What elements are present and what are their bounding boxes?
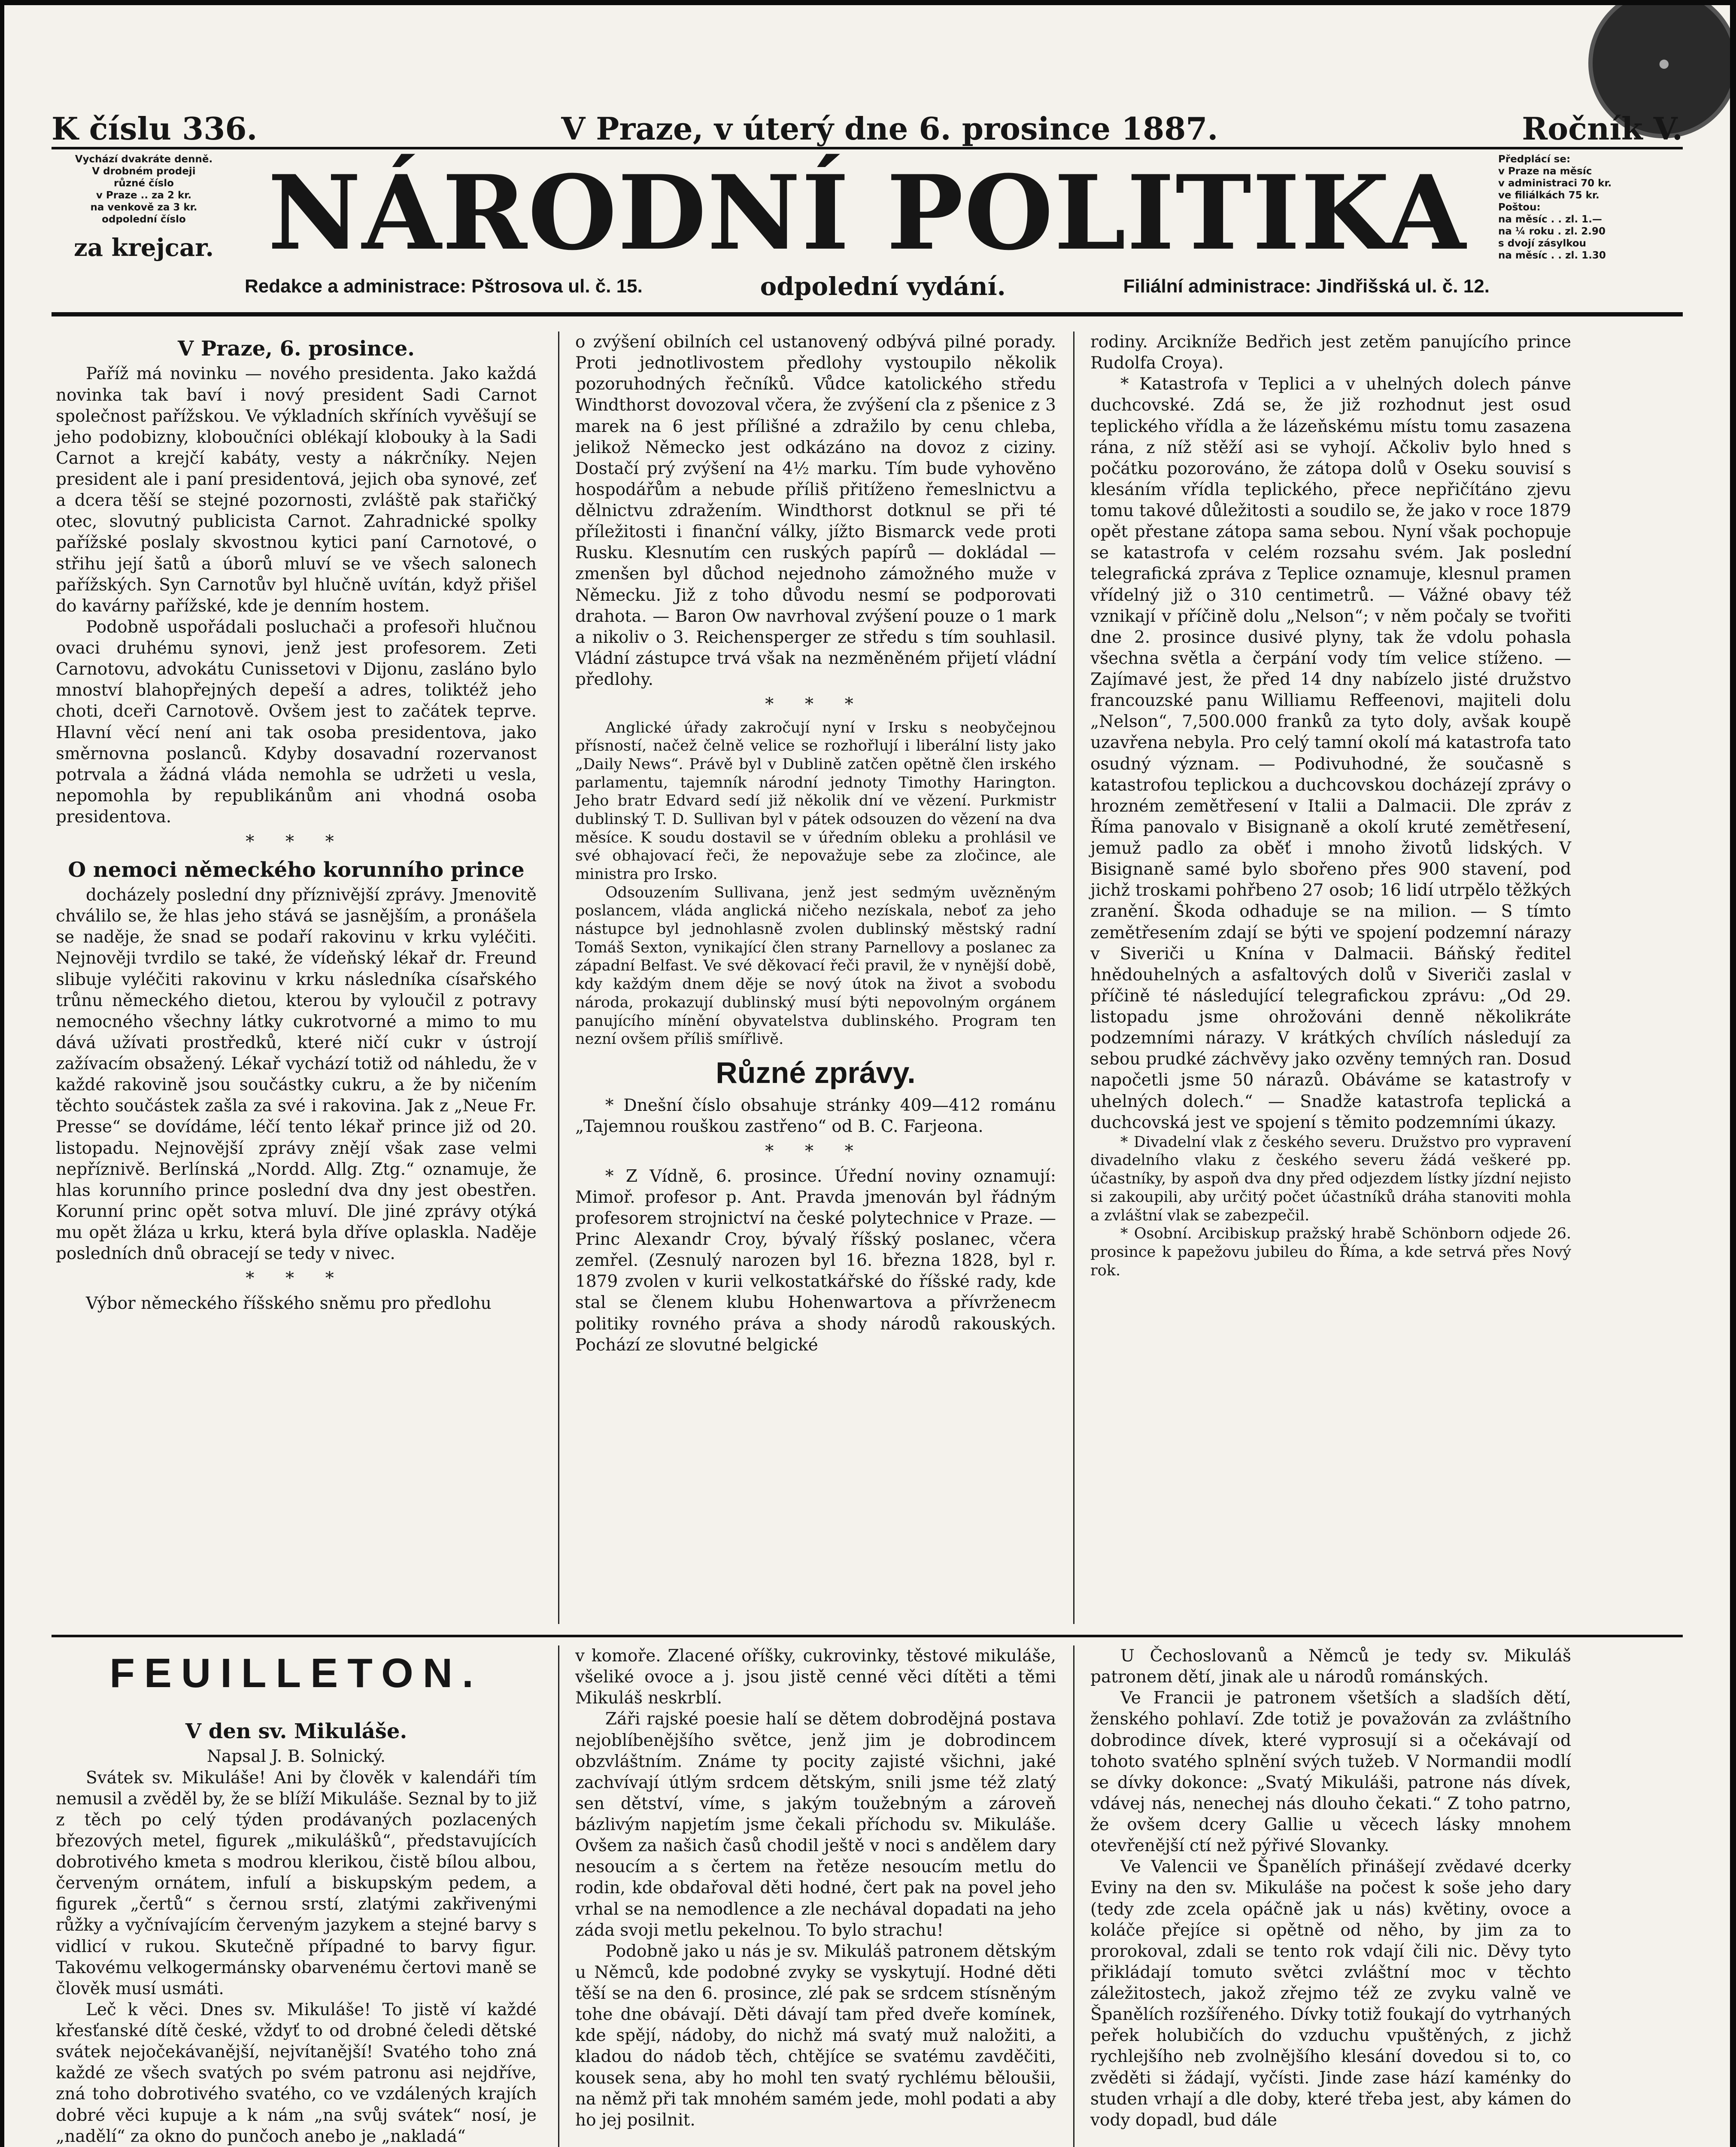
- right-note-line: Předplácí se:: [1498, 154, 1571, 165]
- paragraph: * Katastrofa v Teplici a v uhelných dolech pánve duchcovské. Zdá se, že již rozhodnut jest osud teplického vřídla a že lázeňskému místu tomu zasazena rána, z níž stěží asi se vyhojí. Ačkoliv bylo hned s počátku pozorováno, že zátopa dolů v Oseku souvisí s klesáním vřídla teplického, přece nepřičítáno zjevu tomu takové důležitosti a soudilo se, že jako v roce 1879 opět přestane zátopa sama sebou. Nyní však pochopuje se katastrofa v celém rozsahu svém. Jak poslední telegrafická zpráva z Teplice oznamuje, klesnul pramen vřídelný již o 310 centimetrů. — Vážné obavy též vznikají v příčině dolu „Nelson“; v něm počaly se tvořiti dne 2. prosince dusivé plyny, tak že vdolu pohasla všechna světla a čerpání vody tím velice stíženo. — Zajímavé jest, že před 14 dny nabízelo jisté družstvo francouzské panu Williamu Reffeenovi, majiteli dolu „Nelson“, 7,500.000 franků za tyto doly, avšak koupě uzavřena nebyla. Pro celý tamní okolí má katastrofa tato osudný význam. — Podivuhodné, že současně s katastrofou teplickou a duchcovskou docházejí zprávy o hrozném zemětřesení v Italii a Dalmacii. Dle zpráv z Říma panovalo v Bisignaně a okolí kruté zemětřesení, jemuž padlo za oběť i mnoho životů lidských. V Bisignaně samé bylo sbořeno přes 900 stavení, pod jichž troskami pohřbeno 27 osob; 16 lidí utrpělo těžkých zranění. Škoda odhaduje se na milion. — S tímto zemětřesením zdají se býti ve spojení podzemní nárazy v Siveriči u Knína v Dalmacii. Báňský ředitel hnědouhelných a asfaltových dolů v Siveriči zaslal v příčině té následující telegrafickou zprávu: „Od 29. listopadu jsme ohrožováni denně několikráte podzemními nárazy. V krátkých chvílích následují za sebou prudké záchvěvy jako ozvěny temných ran. Dosud napočetli jsme 50 nárazů. Obáváme se katastrofy v uhelných dolech.“ — Snadže katastrofa teplická a duchcovská jest ve spojení s těmito podzemními úkazy.: [1090, 374, 1571, 1132]
- newspaper-page: [4, 5, 1730, 2147]
- left-note-line: různé číslo: [114, 178, 174, 189]
- right-note-line: na měsíc . . zl. 1.—: [1498, 214, 1602, 225]
- section-divider: * * *: [246, 1268, 347, 1289]
- section-divider: * * *: [765, 1141, 866, 1162]
- issue-number: K číslu 336.: [52, 110, 258, 147]
- paragraph: rodiny. Arcikníže Bedřich jest zetěm panujícího prince Rudolfa Croya).: [1090, 332, 1571, 373]
- branch-address: Filiální administrace: Jindřišská ul. č. 12.: [1123, 276, 1490, 297]
- left-note-line: V drobném prodeji: [92, 166, 196, 177]
- paragraph: v komoře. Zlacené oříšky, cukrovinky, těstové mikuláše, všeliké ovoce a j. jsou jistě cenné věci dítěti a těmi Mikuláš neskrblí.: [575, 1646, 1056, 1708]
- story-title: V den sv. Mikuláše.: [185, 1719, 407, 1743]
- edition-label: odpolední vydání.: [760, 272, 1006, 301]
- masthead-subline: [245, 267, 1490, 306]
- right-note-line: Poštou:: [1498, 202, 1541, 213]
- feuilleton-column-3: [1090, 1645, 1571, 2147]
- masthead-rule: [52, 312, 1683, 316]
- paragraph: o zvýšení obilních cel ustanovený odbývá pilné porady. Proti jednotlivostem předlohy vystoupilo několik pozoruhodných řečníků. Vůdce katolického středu Windthorst dovozoval včera, že zvýšení cla z pšenice z 3 marek na 6 jest přílišné a zdražilo by cenu chleba, jelikož Německo jest odkázáno na dovoz z ciziny. Dostačí prý zvýšení na 4½ marku. Tím bude vyhověno hospodářům a nebude příliš přitíženo řemeslnictvu a dělnictvu zdražením. Windthorst dotknul se při té příležitosti i finanční války, jížto Bismarck vede proti Rusku. Klesnutím cen ruských papírů — dokládal — zmenšen byl důchod nejednoho zámožného muže v Německu. Již z toho důvodu nesmí se podporovati drahota. — Baron Ow navrhoval zvýšení pouze o 1 mark a nikoliv o 3. Reichensperger ze středu s tím souhlasil. Vládní zástupce trvá však na nezměněném přijetí vládní předlohy.: [575, 332, 1056, 689]
- right-note-line: v Praze na měsíc: [1498, 166, 1592, 177]
- dateline: V Praze, v úterý dne 6. prosince 1887.: [561, 110, 1218, 147]
- masthead-top-line: [52, 100, 1683, 149]
- lead-heading: V Praze, 6. prosince.: [178, 337, 415, 361]
- right-note-line: v administraci 70 kr.: [1498, 178, 1612, 189]
- paragraph: Podobně jako u nás je sv. Mikuláš patronem dětským u Němců, kde podobné zvyky se vyskytují. Hodné děti těší se na den 6. prosince, zlé pak se srdcem stísněným tohe dne obávají. Děti dávají tam před dveře komínek, kde spějí, nádoby, do nichž má svatý muž naložiti, a kladou do nádob těch, chtějíce se svatému zavděčiti, kousek sena, aby ho mohl ten svatý rychlému běloušii, na němž při tak mnohém samém jede, mohl podati a aby ho jej posilnit.: [575, 1941, 1056, 2130]
- paragraph: U Čechoslovanů a Němců je tedy sv. Mikuláš patronem dětí, jinak ale u národů románských.: [1090, 1646, 1571, 1687]
- column-2: [575, 331, 1056, 1624]
- feuilleton-column-2: [575, 1645, 1056, 2147]
- section-heading: Různé zprávy.: [716, 1055, 916, 1089]
- paragraph: Podobně uspořádali posluchači a profesoři hlučnou ovaci druhému synovi, jenž jest profesorem. Zeti Carnotovu, advokátu Cunissetovi v Dijonu, zasláno bylo mnoství blahopřejných depeší a adres, toliktéž jeho choti, dceři Carnotově. Ovšem jest to začátek teprve. Hlavní věcí není ani tak osoba presidentova, jako směrnovna poslanců. Kdyby dosavadní rozervanost potrvala a žádná vláda nemohla se udržeti u vesla, nepomohla by republikánům ani vhodná osoba presidentova.: [56, 617, 537, 827]
- paragraph: * Dnešní číslo obsahuje stránky 409—412 románu „Tajemnou rouškou zastřeno“ od B. C. Farjeona.: [575, 1096, 1056, 1137]
- column-3: [1090, 331, 1571, 1624]
- paragraph: * Divadelní vlak z českého severu. Družstvo pro vypravení divadelního vlaku z českého severu žádá veškeré pp. účastníky, by aspoň dva dny před odjezdem lístky jízdní nejisto si zakoupili, aby určitý počet účastníků dráha stanoviti mohla a zvláštní vlak se zabezpečil.: [1090, 1133, 1571, 1224]
- feuilleton-column-1: [56, 1714, 537, 2147]
- paragraph: docházely poslední dny příznivější zprávy. Jmenovitě chválilo se, že hlas jeho stává se jasnějším, a pronášela se naděje, že snad se podaří rakovinu v krku vyléčiti. Nejnověji tvrdilo se také, že vídeňský lékař dr. Freund slibuje vyléčiti rakovinu v krku následníka císařského trůnu německého dietou, kterou by vyloučil z potravy nemocného všechny látky cukrotvorné a mimo to mu dává užívati prostředků, které ničí cukr v ústrojí zažívacím obsažený. Lékař vychází totiž od náhledu, že v každé rakovině jsou součástky cukru, a že by ničením těchto součástek zašla za své i rakovina. Jak z „Neue Fr. Presse“ se dovídáme, léčí tento lékař prince již od 20. listopadu. Nejnovější zprávy znějí však zase velmi nepříznivě. Berlínská „Nordd. Allg. Ztg.“ oznamuje, že hlas korunního prince poslední dva dny jest obestřen. Korunní princ opět sotva mluví. Dle jiné zprávy otýká mu opět žláza u krku, která byla dříve oplaskla. Naděje posledních dnů obracejí se tedy v nivec.: [56, 885, 537, 1264]
- paragraph: Svátek sv. Mikuláše! Ani by člověk v kalendáři tím nemusil a zvěděl by, že se blíží Mikuláše. Seznal by to již z těch po celý týden prodávaných pozlacených březových metel, figurek „mikulášků“, představujících dobrotivého kmeta s modrou klerikou, čistě bílou albou, červeným ornátem, infulí a biskupským pedem, a figurek „čertů“ s černou srstí, zlatými zakřivenými růžky a vyčnívajícím červeným jazykem a stejné barvy s vidlicí v rukou. Skutečně případné to barvy figur. Takovému velkogermánsky obarvenému čertovi maně se člověk musí usmáti.: [56, 1768, 537, 1998]
- left-note-line: Vychází dvakráte denně.: [75, 154, 213, 165]
- right-note-line: s dvojí zásylkou: [1498, 238, 1587, 249]
- right-note-line: na měsíc . . zl. 1.30: [1498, 250, 1606, 262]
- left-note-line: v Praze .. za 2 kr.: [96, 190, 192, 201]
- volume-number: Ročník V.: [1522, 110, 1683, 147]
- library-stamp-icon: ●: [1588, 5, 1730, 138]
- paragraph: Ve Valencii ve Španělích přinášejí zvědavé dcerky Eviny na den sv. Mikuláše na počest k soše jeho dary (tedy zde zcela opáčně jak u nás) květiny, ovoce a koláče přejíce si opětně od něho, by jim za to prorokoval, zdali se tento rok vdají čili nic. Děvy tyto přikládají tomuto světci zvláštní moc v těchto záležitostech, jakož zřejmo též ze zvyku valně ve Španělích rozšířeného. Dívky totiž foukají do vytrhaných peřek holubičích do vzduchu vpuštěných, z jichž rychlejšího neb zvolnějšího klesání dovedou si to, co zvěděti si žádají, vyčísti. Jinde zase hází kaménky do studen vrhají a dle doby, které třeba jest, aby kámen do vody dopadl, bud dále: [1090, 1857, 1571, 2130]
- feuilleton-title: FEUILLETON.: [109, 1650, 483, 1696]
- left-price: za krejcar.: [73, 234, 214, 262]
- paragraph: Anglické úřady zakročují nyní v Irsku s neobyčejnou přísností, načež čelně velice se rozhořlují i liberální listy jako „Daily News“. Právě byl v Dublině zatčen opětně člen irského parlamentu, tajemník národní jednoty Timothy Harington. Jeho bratr Edvard sedí již několik dní ve vězení. Purkmistr dublinský T. D. Sullivan byl v pátek odsouzen do vězení na dva měsíce. K soudu dostavil se v úředním obleku a prohlásil ve své obhajovací řeči, že nepovažuje sebe za zločince, ale ministra pro Irsko.: [575, 719, 1056, 883]
- article-heading: O nemoci německého korunního prince: [68, 858, 525, 882]
- paragraph: Leč k věci. Dnes sv. Mikuláše! To jistě ví každé křesťanské dítě české, vždyť to od drobné čeledi dětské svátek nejočekávanější, nejvítanější! Svatého toho zná každé ze všech svatých po svém patronu asi nejdříve, zná toho dobrotivého svatého, co ve vzdálených krajích dobré věci kupuje a k nám „na svůj svátek“ nosí, je „nadělí“ za okno do punčoch anebo je „nakladá“: [56, 2000, 537, 2146]
- paragraph: Ve Francii je patronem všetších a sladších dětí, ženského pohlaví. Zde totiž je považován za zvláštního dobrodince dívek, které vyprosují si a očekávají od tohoto svatého splnění svých tužeb. V Normandii modlí se dívky dokonce: „Svatý Mikuláši, patrone nás dívek, vdávej nás, nenechej nás dlouho čekati.“ Z toho patrno, že ovšem dcery Gallie u věcech lásky mnohem otevřenější ctí než pýřivé Slovanky.: [1090, 1688, 1571, 1856]
- paragraph: Odsouzením Sullivana, jenž jest sedmým uvězněným poslancem, vláda anglická ničeho nezískala, neboť za jeho nástupce byl jednohlasně zvolen dublinský městský radní Tomáš Sexton, vynikající člen strany Parnellovy a poslanec za západní Belfast. Ve své děkovací řeči pravil, že v nynější době, kdy každým dnem děje se nový útok na život a svobodu národa, prokazují dublinský musí býti nepovolným orgánem panujícího mínění obyvatelstva dublinského. Program ten nezní ovšem příliš smířlivě.: [575, 884, 1056, 1048]
- price-info-right: [1498, 153, 1683, 308]
- right-note-line: na ¼ roku . zl. 2.90: [1498, 226, 1606, 237]
- price-info-left: [52, 153, 236, 308]
- section-divider: * * *: [246, 832, 347, 852]
- column-divider: [1073, 331, 1074, 1624]
- paragraph: Paříž má novinku — nového presidenta. Jako každá novinka tak baví i nový president Sadi Carnot společnost pařížskou. Ve výkladních skříních vyvěšují se jeho podobizny, kloboučníci oblékají klobouky à la Sadi Carnot a krejčí kabáty, vesty a nákrčníky. Nejen president ale i paní presidentová, jejich oba synové, zeť a dcera těší se stejné pozornosti, zvláště pak stařičký otec, slovutný publicista Carnot. Zahradnické spolky pařížské poslaly skvostnou kytici paní Carnotové, o střihu její šatů a úborů mluví se ve všech salonech pařížských. Syn Carnotův byl hlučně uvítán, když přišel do kavárny pařížské, kde je denním hostem.: [56, 364, 537, 616]
- feuilleton-rule: [52, 1635, 1683, 1637]
- newspaper-title: NÁRODNÍ POLITIKA: [267, 153, 1467, 273]
- right-note-line: ve filiálkách 75 kr.: [1498, 190, 1599, 201]
- paragraph: * Z Vídně, 6. prosince. Úřední noviny oznamují: Mimoř. profesor p. Ant. Pravda jmenován byl řádným profesorem strojnictví na české polytechnice v Praze. — Princ Alexandr Croy, bývalý říšský poslanec, včera zemřel. (Zesnulý narozen byl 16. března 1828, byl r. 1879 zvolen v kurii velkostatkářské do říšské rady, kde stal se členem klubu Hohenwartova a přívrženecm politiky rovného práva a shody národů rakouských. Pochází ze slovutné belgické: [575, 1166, 1056, 1355]
- column-divider: [1073, 1645, 1074, 2147]
- section-divider: * * *: [765, 694, 866, 715]
- editorial-address: Redakce a administrace: Pštrosova ul. č. 15.: [245, 276, 643, 297]
- column-divider: [558, 1645, 559, 2147]
- paragraph: * Osobní. Arcibiskup pražský hrabě Schönborn odjede 26. prosince k papežovu jubileu do Říma, a kde setrvá přes Nový rok.: [1090, 1225, 1571, 1279]
- story-author: Napsal J. B. Solnický.: [206, 1747, 386, 1767]
- paragraph: Výbor německého říšského sněmu pro předlohu: [86, 1293, 492, 1313]
- left-note-line: odpolední číslo: [102, 214, 186, 225]
- paragraph: Záři rajské poesie halí se dětem dobrodějná postava nejoblíbenějšího světce, jenž jim je dobrodincem obzvláštním. Známe ty pocity zajisté všichni, jaké zachvívají útlým srdcem dětským, snili jsme též zlatý sen dětství, víme, s jakým toužebným a zároveň bázlivým napjetím jsme čekali příchodu sv. Mikuláše. Ovšem za našich časů chodil ještě v noci s andělem dary nesoucím a s čertem na řetěze nesoucím metlu do rodin, kde obdařoval děti hodné, čert pak na povel jeho vrhal se na nemodlence a zle nechával dopadati na jeho záda svoji metlu pekelnou. To bylo strachu!: [575, 1709, 1056, 1940]
- column-divider: [558, 331, 559, 1624]
- column-1: [56, 331, 537, 1624]
- left-note-line: na venkově za 3 kr.: [90, 202, 197, 213]
